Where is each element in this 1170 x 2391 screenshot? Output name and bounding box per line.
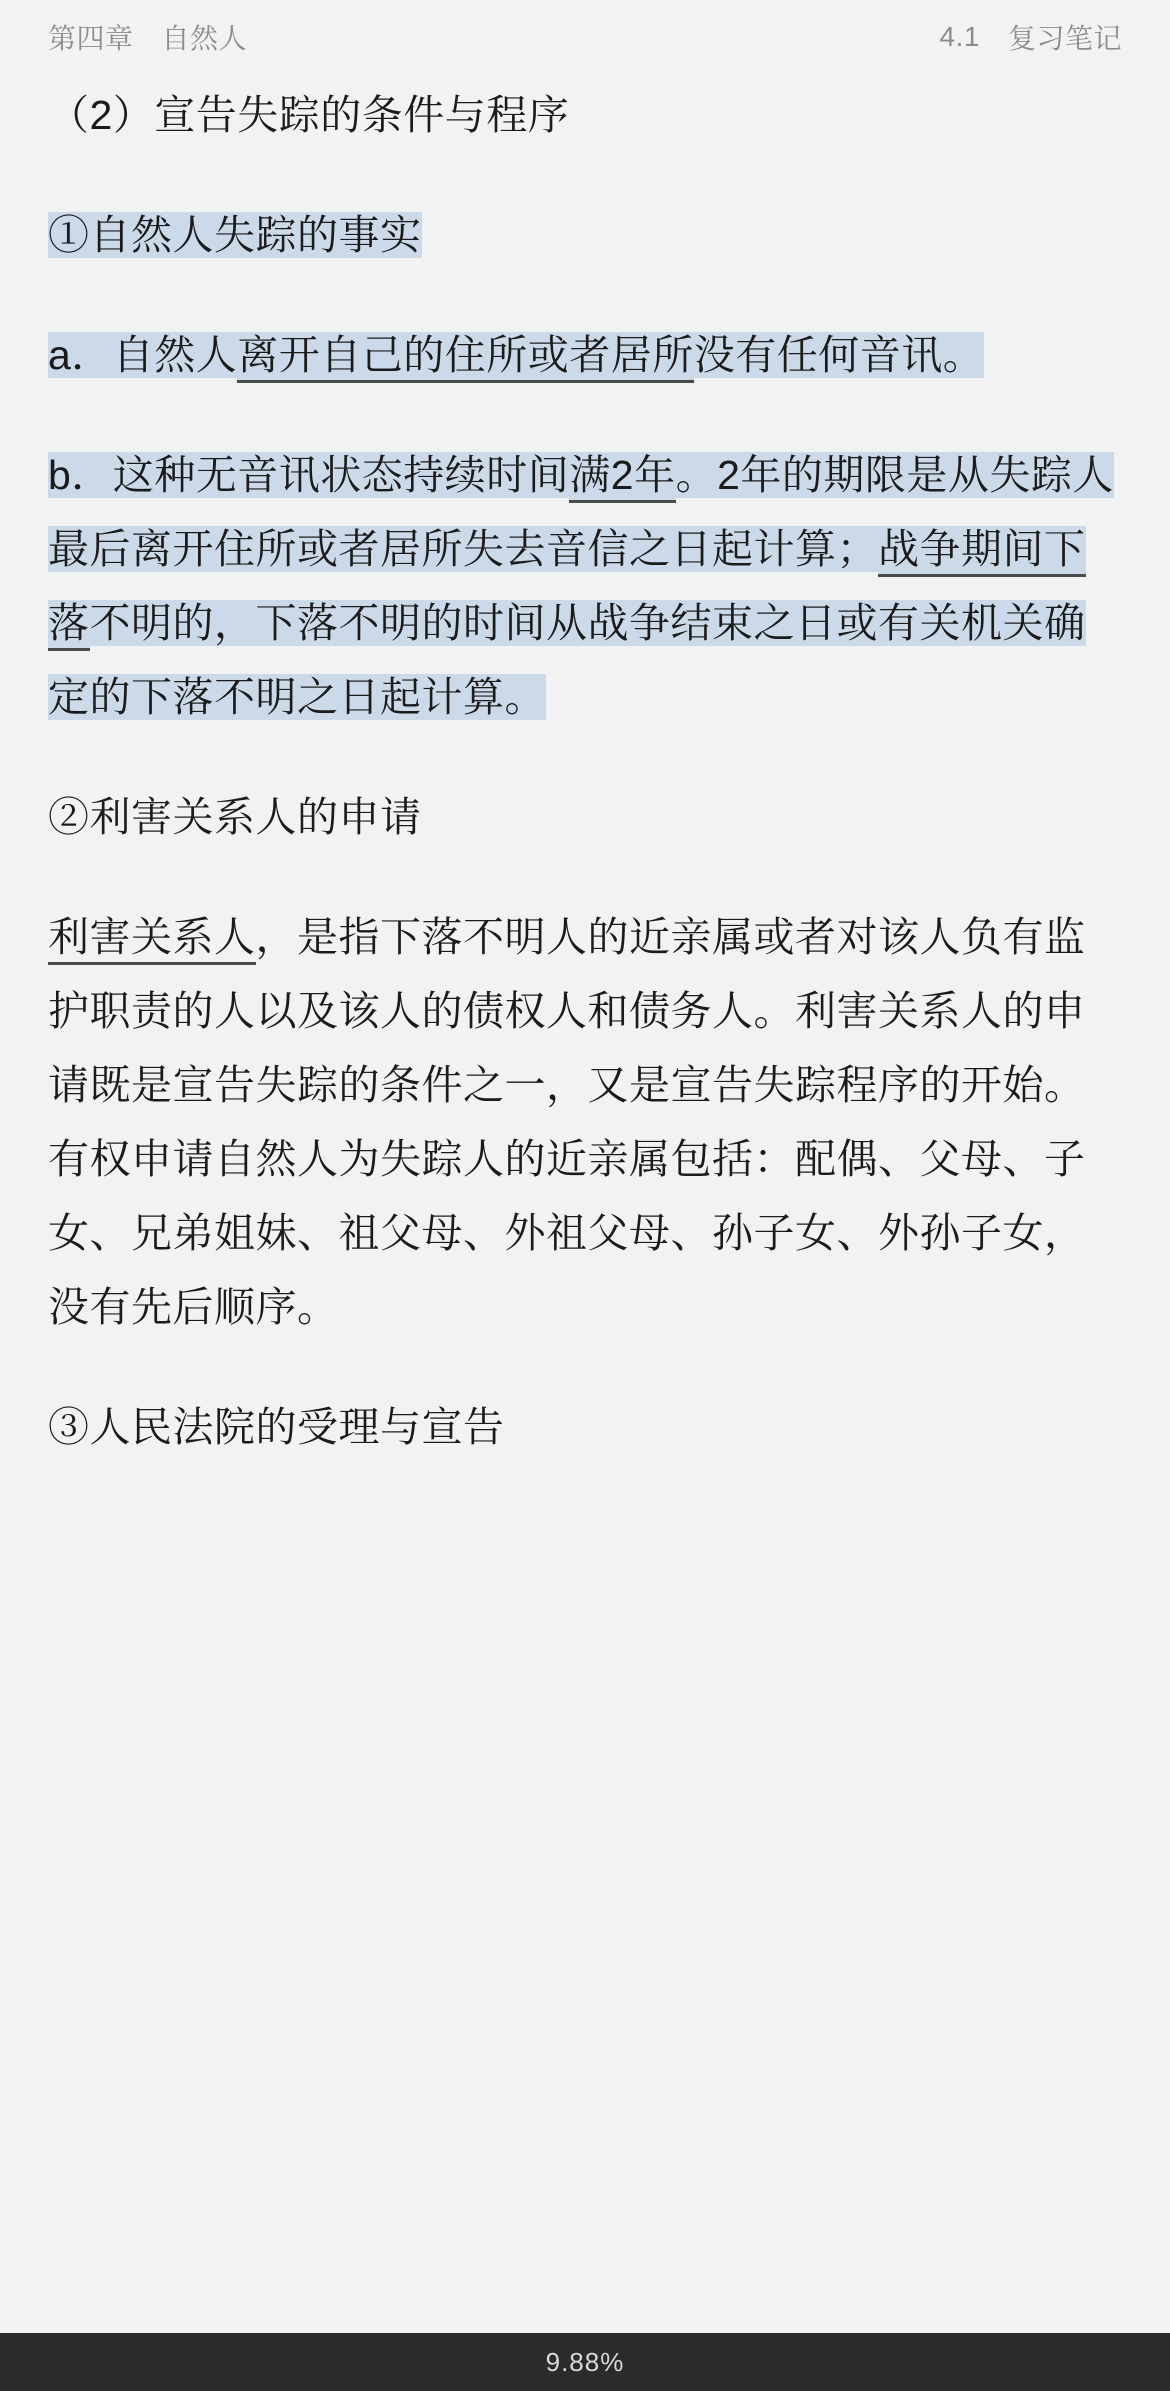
spacer	[48, 152, 1122, 198]
paragraph-b-underlined-1: 满2年	[569, 452, 675, 503]
header-chapter-title: 自然人	[161, 23, 248, 54]
paragraph-a-tail: 没有任何音讯。	[693, 332, 985, 378]
item3-heading: ③人民法院的受理与宣告	[48, 1404, 505, 1450]
header-chapter-info	[48, 17, 247, 57]
header-section-info	[940, 17, 1122, 57]
reader-content[interactable]	[0, 56, 1170, 2391]
header-section-title: 复习笔记	[1007, 23, 1122, 54]
paragraph-c	[48, 900, 1122, 1344]
content-heading: （2）宣告失踪的条件与程序	[48, 92, 570, 138]
spacer	[48, 272, 1122, 318]
paragraph-b-part1: b．这种无音讯状态持续时间	[48, 452, 570, 498]
spacer	[48, 392, 1122, 438]
spacer	[48, 854, 1122, 900]
paragraph-a-lead: a．自然人	[48, 332, 238, 378]
spacer	[48, 734, 1122, 780]
reading-progress: 9.88%	[545, 2346, 625, 2377]
paragraph-a-underlined: 离开自己的住所或者居所	[237, 332, 694, 383]
reader-header	[0, 0, 1170, 56]
reader-footer	[0, 2333, 1170, 2391]
header-section-number: 4.1	[939, 21, 980, 52]
spacer	[48, 1344, 1122, 1390]
paragraph-a	[48, 318, 1122, 392]
paragraph-c-rest: ，是指下落不明人的近亲属或者对该人负有监护职责的人以及该人的债权人和债务人。利害关系人的申请既是宣告失踪的条件之一，又是宣告失踪程序的开始。有权申请自然人为失踪人的近亲属包括：配偶、父母、子女、兄弟姐妹、祖父母、外祖父母、孙子女、外孙子女，没有先后顺序。	[48, 914, 1086, 1330]
paragraph-b	[48, 438, 1122, 734]
paragraph-b-part3: 不明的，下落不明的时间从战争结束之日或有关机关确定的下落不明之日起计算。	[48, 600, 1086, 720]
paragraph-b-part2: 。2年的期限是从失踪人最后离开住所或者居所失去音信之日起计算；	[48, 452, 1114, 572]
header-chapter-label: 第四章	[48, 23, 134, 54]
item1-heading	[48, 198, 1122, 272]
item1-heading-text: ①自然人失踪的事实	[48, 212, 422, 258]
item2-heading: ②利害关系人的申请	[48, 794, 422, 840]
paragraph-c-underlined: 利害关系人	[48, 914, 256, 965]
paragraph-b-underlined-2: 战争期间下落	[48, 526, 1086, 651]
